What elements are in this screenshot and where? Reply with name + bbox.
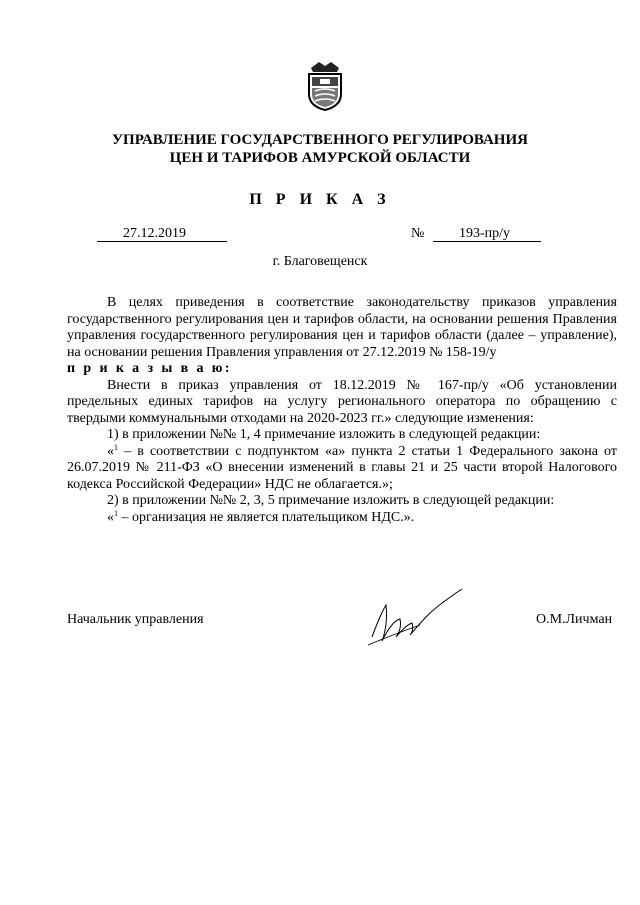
preamble-paragraph: В целях приведения в соответствие законодательству приказов управления государственного регулирования цен и тарифов области, на основании решения Правления управления государственного регулирования цен и тарифов области (далее – управление), на основании решения Правления управления от 27.12.2019 № 158-19/у [67,295,617,360]
quote-1-footnote-mark: 1 [114,442,118,452]
quote-1-open: « [107,443,114,459]
item-2: 2) в приложении №№ 2, 3, 5 примечание изложить в следующей редакции: [107,493,555,508]
quote-2-text: – организация не является плательщиком НДС.». [118,509,415,525]
order-number: 193-пр/у [459,226,511,241]
coat-of-arms-emblem [303,60,347,112]
signatory-name: О.М.Личман [536,612,613,627]
quote-1 [67,444,617,494]
date-field [97,226,227,242]
organization-name-line2: ЦЕН И ТАРИФОВ АМУРСКОЙ ОБЛАСТИ [169,150,471,166]
document-body [67,295,617,526]
quote-1-text: – в соответствии с подпунктом «а» пункта 2 статьи 1 Федерального закона от 26.07.2019 № 211-ФЗ «О внесении изменений в главы 21 и 25 части второй Налогового кодекса Российской Федерации» НДС не облагается.»; [67,443,617,492]
number-field [433,226,541,242]
order-date: 27.12.2019 [123,226,186,241]
signatory-position: Начальник управления [67,612,204,627]
item-1: 1) в приложении №№ 1, 4 примечание изложить в следующей редакции: [107,427,541,442]
quote-2-open: « [107,509,114,525]
city: г. Благовещенск [272,254,368,269]
document-title: П Р И К А З [249,191,391,208]
organization-name-line1: УПРАВЛЕНИЕ ГОСУДАРСТВЕННОГО РЕГУЛИРОВАНИЯ [112,132,528,148]
number-label: № [411,226,425,241]
quote-2 [67,510,617,527]
handwritten-signature [362,585,472,655]
quote-2-footnote-mark: 1 [114,508,118,518]
amendment-paragraph: Внести в приказ управления от 18.12.2019 № 167-пр/у «Об установлении предельных единых тарифов на услугу регионального оператора по обращению с твердыми коммунальными отходами на 2020-2023 гг.» следующие изменения: [67,377,617,426]
order-word: п р и к а з ы в а ю: [67,361,232,376]
